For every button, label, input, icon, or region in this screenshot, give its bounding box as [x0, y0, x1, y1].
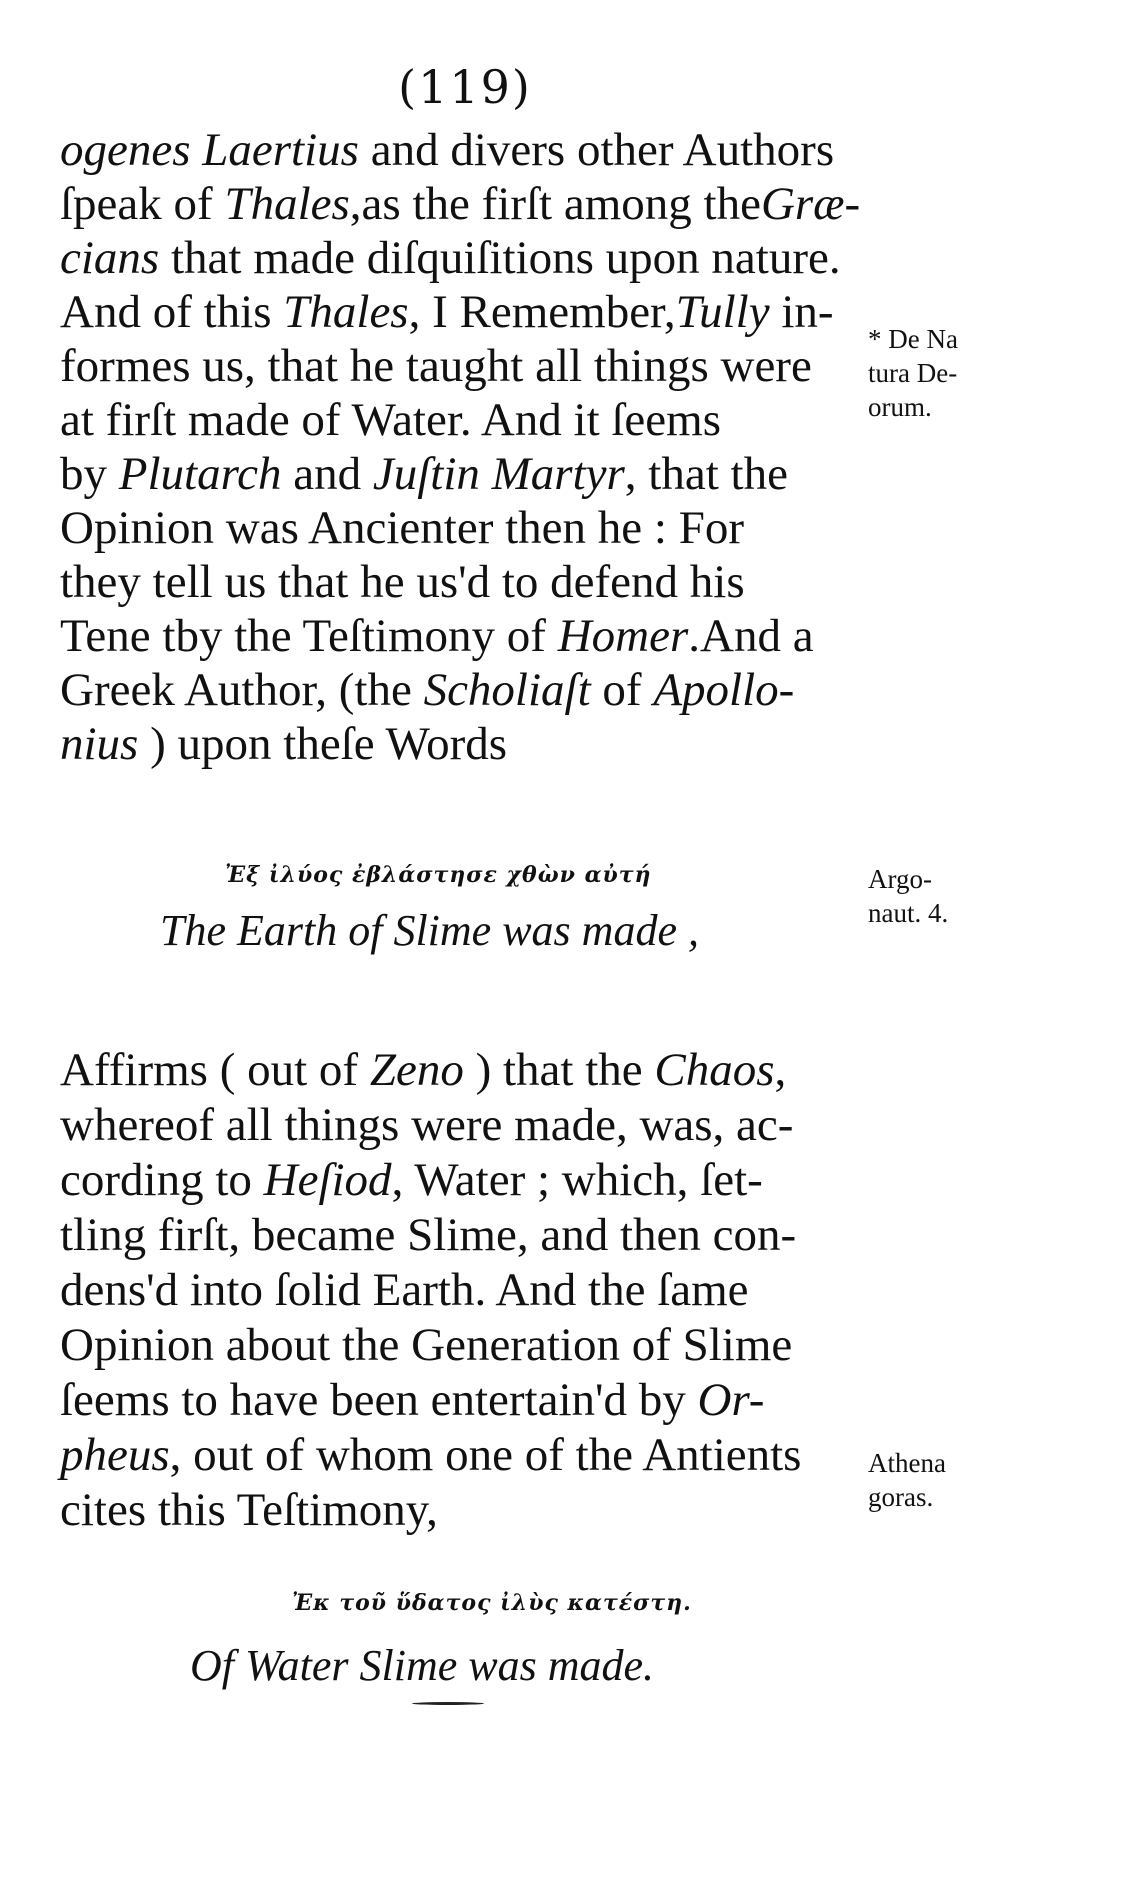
- text-run: ) that the: [463, 1044, 655, 1096]
- margin-note-line: naut. 4.: [868, 898, 949, 928]
- text-run: formes us, that he taught all things were: [60, 340, 812, 392]
- text-line: [60, 662, 794, 718]
- italic-text: Homer: [557, 610, 689, 662]
- italic-text: Scholiaſt: [423, 664, 591, 716]
- italic-text: Chaos: [654, 1044, 775, 1096]
- text-run: tling firſt, became Slime, and then con-: [60, 1209, 797, 1261]
- text-run: ,as the firſt among the: [349, 178, 761, 230]
- text-line: [60, 1427, 801, 1483]
- translated-verse-1: The Earth of Slime was made ,: [160, 906, 699, 955]
- text-run: and divers other Authors: [358, 124, 835, 176]
- text-run: Opinion was Ancienter then he : For: [60, 502, 744, 554]
- margin-note-argonaut: [868, 862, 948, 930]
- translated-verse-2: Of Water Slime was made.: [190, 1641, 655, 1690]
- text-run: , Water ; which, ſet-: [391, 1154, 763, 1206]
- text-line: [60, 554, 745, 610]
- text-run: , I Remember,: [408, 286, 676, 338]
- text-run: .And a: [688, 610, 814, 662]
- italic-text: Græ-: [760, 178, 861, 230]
- margin-note-line: orum.: [868, 392, 932, 422]
- text-line: [60, 446, 788, 502]
- page-number: (119): [398, 60, 532, 114]
- italic-text: Juſtin Martyr: [372, 448, 625, 500]
- italic-text: Apollo-: [653, 664, 795, 716]
- margin-note-line: * De Na: [868, 324, 958, 354]
- text-line: [60, 338, 812, 394]
- text-line: [60, 1372, 764, 1428]
- text-run: And of this: [60, 286, 284, 338]
- margin-note-line: goras.: [868, 1482, 934, 1512]
- margin-note-line: Athena: [868, 1448, 946, 1478]
- text-line: [60, 284, 834, 340]
- italic-text: nius: [60, 718, 139, 770]
- italic-text: Zeno: [369, 1044, 464, 1096]
- text-run: cites this Teſtimony,: [60, 1484, 438, 1536]
- text-run: ſeems to have been entertain'd by: [60, 1374, 698, 1426]
- text-run: by: [60, 448, 119, 500]
- margin-note-line: tura De-: [868, 358, 958, 388]
- text-line: [60, 230, 841, 286]
- text-run: that made diſquiſitions upon nature.: [159, 232, 841, 284]
- text-run: , out of whom one of the Antients: [169, 1429, 802, 1481]
- text-line: [60, 716, 507, 772]
- text-line: [60, 1262, 749, 1318]
- text-run: they tell us that he us'd to defend his: [60, 556, 745, 608]
- italic-text: ogenes Laertius: [60, 124, 359, 176]
- italic-text: Heſiod: [263, 1154, 392, 1206]
- text-run: Affirms ( out of: [60, 1044, 370, 1096]
- margin-note-line: Argo-: [868, 864, 932, 894]
- italic-text: Plutarch: [118, 448, 282, 500]
- italic-text: Or-: [697, 1374, 765, 1426]
- text-line: [60, 1482, 438, 1538]
- text-line: [60, 392, 721, 448]
- text-run: of: [590, 664, 654, 716]
- text-line: [60, 122, 834, 178]
- text-line: [60, 176, 860, 232]
- text-line: [60, 500, 744, 556]
- text-run: Tene tby the Teſtimony of: [60, 610, 558, 662]
- italic-text: Thales: [283, 286, 409, 338]
- text-run: dens'd into ſolid Earth. And the ſame: [60, 1264, 749, 1316]
- greek-verse-1: Ἐξ ἰλύος ἐβλάστησε χθὼν αὐτή: [225, 862, 652, 888]
- text-run: whereof all things were made, was, ac-: [60, 1099, 794, 1151]
- text-run: ſpeak of: [60, 178, 225, 230]
- italic-text: cians: [60, 232, 160, 284]
- text-run: , that the: [624, 448, 788, 500]
- italic-text: pheus: [60, 1429, 170, 1481]
- text-run: in-: [769, 286, 834, 338]
- text-run: ) upon theſe Words: [138, 718, 508, 770]
- text-run: Greek Author, (the: [60, 664, 424, 716]
- margin-note-de-natura: [868, 322, 958, 424]
- text-line: [60, 1317, 792, 1373]
- text-run: cording to: [60, 1154, 264, 1206]
- text-line: [60, 1152, 763, 1208]
- greek-verse-2: Ἐκ τοῦ ὕδατος ἰλὺς κατέστη.: [292, 1590, 692, 1616]
- text-line: [60, 1097, 793, 1153]
- text-run: Opinion about the Generation of Slime: [60, 1319, 793, 1371]
- text-line: [60, 1207, 796, 1263]
- italic-text: Thales: [224, 178, 350, 230]
- text-run: and: [281, 448, 373, 500]
- text-run: at firſt made of Water. And it ſeems: [60, 394, 722, 446]
- text-run: ,: [774, 1044, 787, 1096]
- handwritten-underline-mark: [412, 1702, 484, 1705]
- italic-text: Tully: [675, 286, 770, 338]
- text-line: [60, 608, 814, 664]
- margin-note-athenagoras: [868, 1446, 946, 1514]
- text-line: [60, 1042, 786, 1098]
